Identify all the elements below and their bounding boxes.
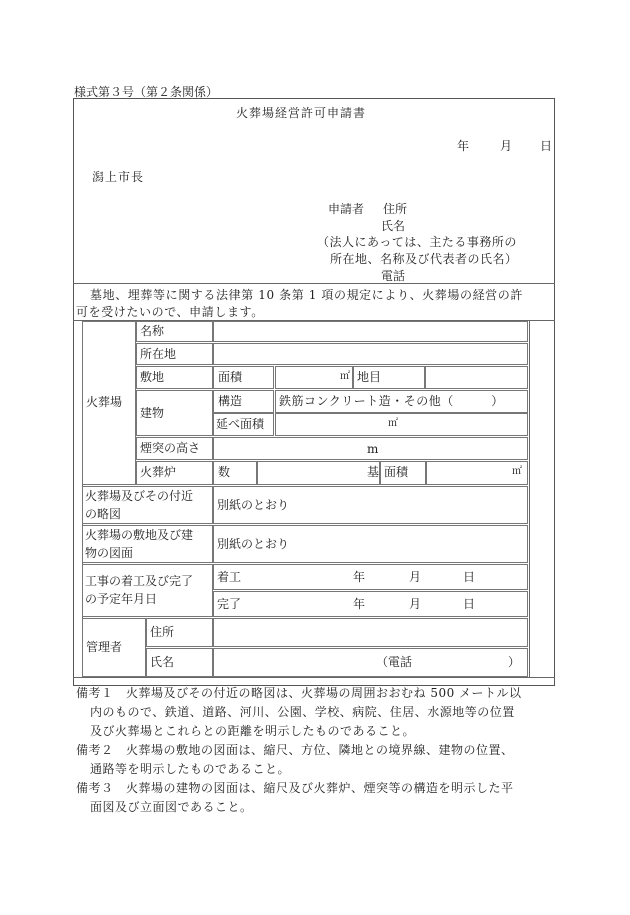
structure-value: 鉄筋コンクリート造・その他（ ）	[279, 394, 504, 408]
intro-line2: 可を受けたいので、申請します。	[76, 305, 264, 319]
manager-address-label: 住所	[150, 625, 175, 639]
floor-area-label: 延べ面積	[216, 417, 265, 431]
note-3-line1: 備考３ 火葬場の建物の図面は、縮尺及び火葬炉、煙突等の構造を明示した平	[76, 781, 514, 795]
land-category-label: 地目	[357, 370, 382, 384]
floor-area-unit: ㎡	[388, 418, 398, 429]
furnace-area-label: 面積	[384, 465, 409, 479]
furnace-count-label: 数	[218, 465, 231, 479]
note-2-line2: 通路等を明示したものであること。	[90, 762, 291, 776]
site-area-label: 面積	[218, 370, 243, 384]
site-plan-attached: 別紙のとおり	[217, 537, 290, 551]
manager-name-label: 氏名	[150, 655, 175, 669]
structure-label: 構造	[218, 394, 243, 408]
map-label2: の略図	[85, 507, 122, 521]
applicant-address-label: 住所	[383, 202, 408, 216]
note-1-line1: 備考１ 火葬場及びその付近の略図は、火葬場の周囲おおむね 500 メートル以	[76, 686, 522, 700]
form-number: 様式第３号（第２条関係）	[74, 85, 219, 99]
applicant-note1: （法人にあっては、主たる事務所の	[317, 235, 517, 249]
schedule-label2: の予定年月日	[85, 592, 158, 606]
location-field[interactable]	[213, 343, 528, 365]
note-1-line2: 内のもので、鉄道、道路、河川、公園、学校、病院、住居、水源地等の位置	[90, 705, 515, 719]
date-month: 月	[500, 139, 513, 153]
map-label1: 火葬場及びその付近	[85, 489, 194, 503]
intro-line1: 墓地、埋葬等に関する法律第 10 条第 1 項の規定により、火葬場の経営の許	[90, 288, 523, 302]
schedule-label1: 工事の着工及び完了	[85, 574, 194, 588]
divider	[73, 677, 555, 678]
land-category-field[interactable]	[425, 366, 528, 389]
site-plan-label2: 物の図面	[85, 546, 134, 560]
complete-month: 月	[409, 597, 422, 611]
form-title: 火葬場経営許可申請書	[236, 106, 367, 120]
applicant-phone-label: 電話	[381, 269, 406, 283]
manager-label: 管理者	[86, 640, 123, 654]
manager-phone: （電話 ）	[376, 655, 521, 669]
complete-day: 日	[463, 597, 476, 611]
furnace-count-field[interactable]	[257, 461, 380, 485]
date-day: 日	[540, 139, 553, 153]
chimney-unit: m	[367, 442, 379, 456]
addressee: 潟上市長	[92, 170, 145, 184]
location-label: 所在地	[140, 347, 177, 361]
furnace-label: 火葬炉	[140, 465, 177, 479]
complete-date-field[interactable]	[213, 591, 528, 617]
floor-area-field[interactable]	[275, 413, 528, 436]
crematorium-label: 火葬場	[86, 395, 123, 409]
note-1-line3: 及び火葬場とこれらとの距離を明示したものであること。	[90, 724, 416, 738]
chimney-label: 煙突の高さ	[140, 441, 201, 455]
date-year: 年	[457, 139, 470, 153]
complete-year: 年	[353, 597, 366, 611]
site-area-unit: ㎡	[340, 371, 350, 382]
manager-address-field[interactable]	[213, 618, 528, 647]
applicant-note2: 所在地、名称及び代表者の氏名）	[330, 252, 518, 266]
table-inner-right	[529, 320, 530, 677]
furnace-area-unit: ㎡	[512, 466, 522, 477]
note-2-line1: 備考２ 火葬場の敷地の図面は、縮尺、方位、隣地との境界線、建物の位置、	[76, 743, 514, 757]
note-3-line2: 面図及び立面図であること。	[90, 800, 253, 814]
start-day: 日	[463, 570, 476, 584]
divider	[73, 283, 555, 284]
applicant-label: 申請者	[328, 202, 365, 216]
name-label: 名称	[140, 324, 165, 338]
map-attached: 別紙のとおり	[217, 498, 290, 512]
building-label: 建物	[140, 406, 165, 420]
name-field[interactable]	[213, 321, 528, 342]
applicant-name-label: 氏名	[381, 219, 406, 233]
furnace-count-unit: 基	[367, 465, 380, 479]
start-year: 年	[353, 570, 366, 584]
start-label: 着工	[217, 570, 242, 584]
site-label: 敷地	[140, 370, 165, 384]
complete-label: 完了	[217, 597, 242, 611]
start-date-field[interactable]	[213, 564, 528, 590]
start-month: 月	[409, 570, 422, 584]
site-plan-label1: 火葬場の敷地及び建	[85, 528, 194, 542]
